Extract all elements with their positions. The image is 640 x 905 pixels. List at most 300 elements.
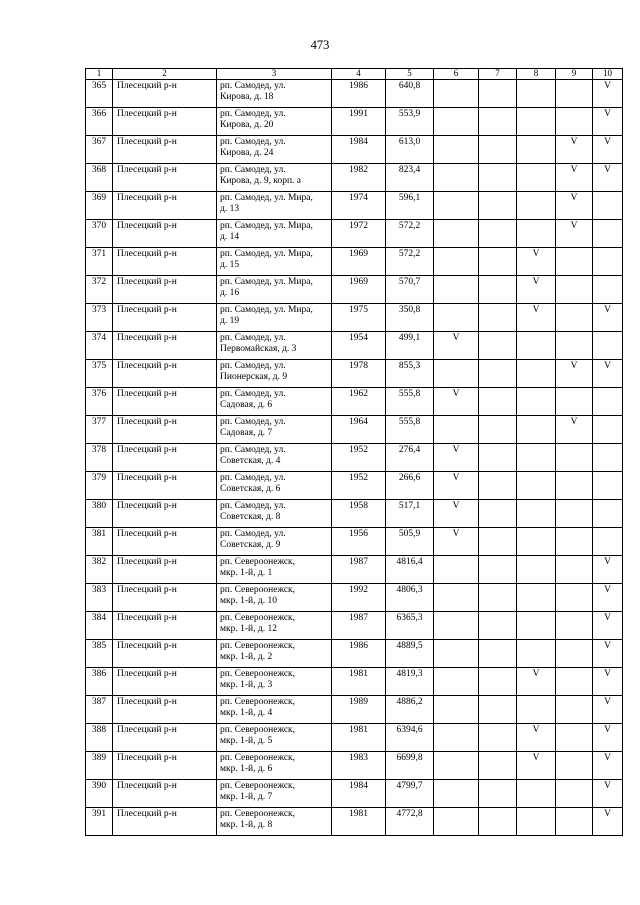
address-line-1: рп. Самодед, ул. [220,109,286,119]
year-cell: 1984 [332,136,386,164]
district-cell: Плесецкий р-н [113,808,217,836]
area-cell: 570,7 [386,276,434,304]
address-cell [217,388,332,416]
table-row [86,136,623,164]
address-line-1: рп. Самодед, ул. Мира, [220,305,313,315]
area-cell: 855,3 [386,360,434,388]
mark-cell-6 [434,108,479,136]
address-line-2: д. 15 [220,259,240,270]
year-cell: 1969 [332,248,386,276]
row-number-cell: 376 [86,388,113,416]
mark-cell-9 [556,724,593,752]
district-cell: Плесецкий р-н [113,528,217,556]
mark-cell-7 [479,360,517,388]
mark-cell-10 [593,500,623,528]
mark-cell-8 [517,332,556,360]
mark-cell-7 [479,108,517,136]
table-row [86,276,623,304]
address-line-1: рп. Самодед, ул. Мира, [220,277,313,287]
address-cell [217,192,332,220]
mark-cell-6 [434,136,479,164]
district-cell: Плесецкий р-н [113,192,217,220]
mark-cell-9 [556,808,593,836]
table-row [86,668,623,696]
address-line-2: Советская, д. 4 [220,455,281,466]
address-cell [217,556,332,584]
mark-cell-7 [479,808,517,836]
address-line-2: Кирова, д. 20 [220,119,274,130]
mark-cell-10 [593,528,623,556]
year-cell: 1987 [332,556,386,584]
mark-cell-10 [593,388,623,416]
district-cell: Плесецкий р-н [113,164,217,192]
mark-cell-8 [517,80,556,108]
year-cell: 1981 [332,668,386,696]
address-line-1: рп. Североонежск, [220,557,296,567]
mark-cell-9 [556,108,593,136]
mark-cell-6 [434,780,479,808]
district-cell: Плесецкий р-н [113,556,217,584]
district-cell: Плесецкий р-н [113,332,217,360]
address-line-1: рп. Самодед, ул. [220,445,286,455]
address-line-1: рп. Североонежск, [220,781,296,791]
district-cell: Плесецкий р-н [113,612,217,640]
mark-cell-8: V [517,668,556,696]
address-line-2: мкр. 1-й, д. 3 [220,679,273,690]
mark-cell-9 [556,80,593,108]
year-cell: 1952 [332,444,386,472]
year-cell: 1984 [332,780,386,808]
address-line-1: рп. Самодед, ул. Мира, [220,249,313,259]
mark-cell-7 [479,752,517,780]
address-line-1: рп. Североонежск, [220,753,296,763]
table-row [86,528,623,556]
mark-cell-10: V [593,808,623,836]
table-row [86,164,623,192]
address-cell [217,528,332,556]
mark-cell-7 [479,612,517,640]
address-cell [217,668,332,696]
row-number-cell: 373 [86,304,113,332]
district-cell: Плесецкий р-н [113,780,217,808]
address-cell [217,164,332,192]
mark-cell-10: V [593,136,623,164]
mark-cell-6 [434,360,479,388]
mark-cell-10 [593,444,623,472]
district-cell: Плесецкий р-н [113,388,217,416]
row-number-cell: 390 [86,780,113,808]
address-line-2: мкр. 1-й, д. 4 [220,707,273,718]
mark-cell-9: V [556,360,593,388]
mark-cell-8 [517,696,556,724]
year-cell: 1981 [332,808,386,836]
address-line-2: Кирова, д. 18 [220,91,274,102]
mark-cell-6 [434,276,479,304]
address-cell [217,612,332,640]
address-line-1: рп. Североонежск, [220,669,296,679]
address-line-1: рп. Североонежск, [220,725,296,735]
mark-cell-9 [556,444,593,472]
address-line-2: мкр. 1-й, д. 12 [220,623,277,634]
mark-cell-7 [479,696,517,724]
area-cell: 613,0 [386,136,434,164]
mark-cell-6 [434,640,479,668]
address-cell [217,808,332,836]
row-number-cell: 379 [86,472,113,500]
row-number-cell: 378 [86,444,113,472]
row-number-cell: 365 [86,80,113,108]
mark-cell-10: V [593,360,623,388]
mark-cell-8 [517,500,556,528]
year-cell: 1987 [332,612,386,640]
mark-cell-6: V [434,332,479,360]
mark-cell-10 [593,276,623,304]
year-cell: 1983 [332,752,386,780]
year-cell: 1986 [332,640,386,668]
mark-cell-9 [556,500,593,528]
mark-cell-6: V [434,388,479,416]
mark-cell-10 [593,416,623,444]
mark-cell-10: V [593,696,623,724]
mark-cell-10: V [593,80,623,108]
row-number-cell: 367 [86,136,113,164]
mark-cell-10: V [593,304,623,332]
mark-cell-8 [517,416,556,444]
column-header-10: 10 [593,69,623,80]
area-cell: 4889,5 [386,640,434,668]
mark-cell-9 [556,556,593,584]
district-cell: Плесецкий р-н [113,108,217,136]
row-number-cell: 374 [86,332,113,360]
row-number-cell: 382 [86,556,113,584]
mark-cell-6: V [434,472,479,500]
mark-cell-9 [556,696,593,724]
mark-cell-9: V [556,416,593,444]
district-cell: Плесецкий р-н [113,444,217,472]
table-row [86,752,623,780]
address-line-1: рп. Североонежск, [220,641,296,651]
mark-cell-10: V [593,108,623,136]
table-row [86,500,623,528]
table-row [86,108,623,136]
mark-cell-10 [593,248,623,276]
address-cell [217,276,332,304]
address-line-1: рп. Североонежск, [220,697,296,707]
mark-cell-10 [593,192,623,220]
district-cell: Плесецкий р-н [113,248,217,276]
address-line-1: рп. Самодед, ул. [220,81,286,91]
table-row [86,304,623,332]
column-header-8: 8 [517,69,556,80]
district-cell: Плесецкий р-н [113,696,217,724]
address-cell [217,332,332,360]
mark-cell-7 [479,528,517,556]
mark-cell-10: V [593,752,623,780]
mark-cell-6 [434,164,479,192]
address-cell [217,136,332,164]
mark-cell-10: V [593,668,623,696]
district-cell: Плесецкий р-н [113,752,217,780]
mark-cell-6 [434,220,479,248]
year-cell: 1975 [332,304,386,332]
address-cell [217,220,332,248]
mark-cell-8 [517,612,556,640]
address-cell [217,584,332,612]
row-number-cell: 377 [86,416,113,444]
mark-cell-9: V [556,192,593,220]
mark-cell-7 [479,724,517,752]
mark-cell-8 [517,220,556,248]
mark-cell-10: V [593,640,623,668]
year-cell: 1958 [332,500,386,528]
area-cell: 572,2 [386,220,434,248]
district-cell: Плесецкий р-н [113,80,217,108]
table-row [86,780,623,808]
mark-cell-7 [479,332,517,360]
address-line-1: рп. Самодед, ул. [220,501,286,511]
address-cell [217,80,332,108]
area-cell: 555,8 [386,416,434,444]
year-cell: 1974 [332,192,386,220]
address-line-2: Кирова, д. 9, корп. а [220,175,302,186]
mark-cell-7 [479,640,517,668]
mark-cell-6 [434,248,479,276]
mark-cell-10: V [593,780,623,808]
row-number-cell: 387 [86,696,113,724]
address-cell [217,724,332,752]
mark-cell-8 [517,584,556,612]
year-cell: 1954 [332,332,386,360]
column-header-9: 9 [556,69,593,80]
mark-cell-8: V [517,248,556,276]
district-cell: Плесецкий р-н [113,724,217,752]
mark-cell-10 [593,220,623,248]
address-cell [217,752,332,780]
row-number-cell: 386 [86,668,113,696]
address-line-2: мкр. 1-й, д. 5 [220,735,273,746]
mark-cell-6 [434,696,479,724]
district-cell: Плесецкий р-н [113,304,217,332]
address-line-2: д. 13 [220,203,240,214]
address-cell [217,780,332,808]
mark-cell-7 [479,192,517,220]
year-cell: 1972 [332,220,386,248]
address-line-2: д. 14 [220,231,240,242]
mark-cell-9 [556,752,593,780]
area-cell: 4886,2 [386,696,434,724]
address-line-2: Первомайская, д. 3 [220,343,297,354]
mark-cell-6: V [434,528,479,556]
mark-cell-6 [434,584,479,612]
address-cell [217,416,332,444]
area-cell: 553,9 [386,108,434,136]
district-cell: Плесецкий р-н [113,416,217,444]
row-number-cell: 380 [86,500,113,528]
mark-cell-9 [556,472,593,500]
address-line-2: Советская, д. 6 [220,483,281,494]
mark-cell-7 [479,304,517,332]
address-line-1: рп. Североонежск, [220,809,296,819]
mark-cell-10 [593,332,623,360]
district-cell: Плесецкий р-н [113,584,217,612]
address-line-2: мкр. 1-й, д. 1 [220,567,273,578]
row-number-cell: 384 [86,612,113,640]
address-line-1: рп. Самодед, ул. Мира, [220,221,313,231]
area-cell: 572,2 [386,248,434,276]
mark-cell-9 [556,780,593,808]
area-cell: 640,8 [386,80,434,108]
area-cell: 6365,3 [386,612,434,640]
table-row [86,388,623,416]
table-row [86,360,623,388]
address-line-1: рп. Североонежск, [220,613,296,623]
address-line-2: д. 19 [220,315,240,326]
year-cell: 1964 [332,416,386,444]
table-row [86,444,623,472]
address-cell [217,248,332,276]
district-cell: Плесецкий р-н [113,640,217,668]
mark-cell-8 [517,780,556,808]
mark-cell-9: V [556,220,593,248]
mark-cell-9 [556,248,593,276]
mark-cell-8 [517,136,556,164]
mark-cell-6: V [434,500,479,528]
mark-cell-7 [479,444,517,472]
year-cell: 1991 [332,108,386,136]
mark-cell-9 [556,276,593,304]
column-number-header [86,69,623,80]
mark-cell-7 [479,276,517,304]
column-header-2: 2 [113,69,217,80]
year-cell: 1969 [332,276,386,304]
year-cell: 1981 [332,724,386,752]
mark-cell-9: V [556,136,593,164]
year-cell: 1982 [332,164,386,192]
mark-cell-10: V [593,612,623,640]
area-cell: 505,9 [386,528,434,556]
area-cell: 4772,8 [386,808,434,836]
row-number-cell: 385 [86,640,113,668]
table-row [86,472,623,500]
row-number-cell: 366 [86,108,113,136]
mark-cell-9 [556,528,593,556]
table-row [86,556,623,584]
mark-cell-6 [434,752,479,780]
table-row [86,584,623,612]
table-row [86,808,623,836]
mark-cell-7 [479,248,517,276]
district-cell: Плесецкий р-н [113,472,217,500]
mark-cell-7 [479,780,517,808]
housing-register-table [85,68,623,836]
mark-cell-7 [479,416,517,444]
mark-cell-9 [556,388,593,416]
row-number-cell: 370 [86,220,113,248]
mark-cell-8: V [517,276,556,304]
mark-cell-10: V [593,164,623,192]
mark-cell-6 [434,416,479,444]
district-cell: Плесецкий р-н [113,668,217,696]
mark-cell-8 [517,192,556,220]
mark-cell-6 [434,612,479,640]
row-number-cell: 389 [86,752,113,780]
mark-cell-8 [517,360,556,388]
address-cell [217,444,332,472]
area-cell: 276,4 [386,444,434,472]
area-cell: 499,1 [386,332,434,360]
address-line-2: Советская, д. 8 [220,511,281,522]
table-row [86,192,623,220]
column-header-3: 3 [217,69,332,80]
address-line-1: рп. Самодед, ул. [220,165,286,175]
mark-cell-6 [434,808,479,836]
table-row [86,332,623,360]
table-body [86,80,623,836]
mark-cell-8 [517,388,556,416]
mark-cell-9 [556,640,593,668]
mark-cell-8 [517,472,556,500]
table-row [86,640,623,668]
mark-cell-7 [479,136,517,164]
row-number-cell: 391 [86,808,113,836]
row-number-cell: 372 [86,276,113,304]
mark-cell-6 [434,556,479,584]
area-cell: 4799,7 [386,780,434,808]
address-line-1: рп. Самодед, ул. [220,529,286,539]
column-header-5: 5 [386,69,434,80]
address-line-2: Садовая, д. 7 [220,427,273,438]
mark-cell-7 [479,80,517,108]
mark-cell-9 [556,584,593,612]
address-line-2: д. 16 [220,287,240,298]
mark-cell-6 [434,724,479,752]
mark-cell-7 [479,388,517,416]
row-number-cell: 371 [86,248,113,276]
address-line-2: Советская, д. 9 [220,539,281,550]
mark-cell-8 [517,640,556,668]
district-cell: Плесецкий р-н [113,276,217,304]
address-line-1: рп. Самодед, ул. [220,137,286,147]
mark-cell-8 [517,164,556,192]
area-cell: 555,8 [386,388,434,416]
address-cell [217,304,332,332]
area-cell: 4806,3 [386,584,434,612]
address-line-2: Кирова, д. 24 [220,147,274,158]
mark-cell-9 [556,668,593,696]
row-number-cell: 383 [86,584,113,612]
mark-cell-10: V [593,584,623,612]
address-line-2: мкр. 1-й, д. 8 [220,819,273,830]
address-line-1: рп. Самодед, ул. [220,417,286,427]
area-cell: 4819,3 [386,668,434,696]
column-header-7: 7 [479,69,517,80]
table-row [86,696,623,724]
row-number-cell: 388 [86,724,113,752]
address-line-1: рп. Североонежск, [220,585,296,595]
area-cell: 823,4 [386,164,434,192]
mark-cell-8: V [517,752,556,780]
address-cell [217,360,332,388]
district-cell: Плесецкий р-н [113,360,217,388]
column-header-4: 4 [332,69,386,80]
page-number: 473 [310,38,330,52]
address-line-2: мкр. 1-й, д. 6 [220,763,273,774]
header-row [86,69,623,80]
address-line-2: мкр. 1-й, д. 10 [220,595,277,606]
year-cell: 1956 [332,528,386,556]
area-cell: 6699,8 [386,752,434,780]
mark-cell-10 [593,472,623,500]
